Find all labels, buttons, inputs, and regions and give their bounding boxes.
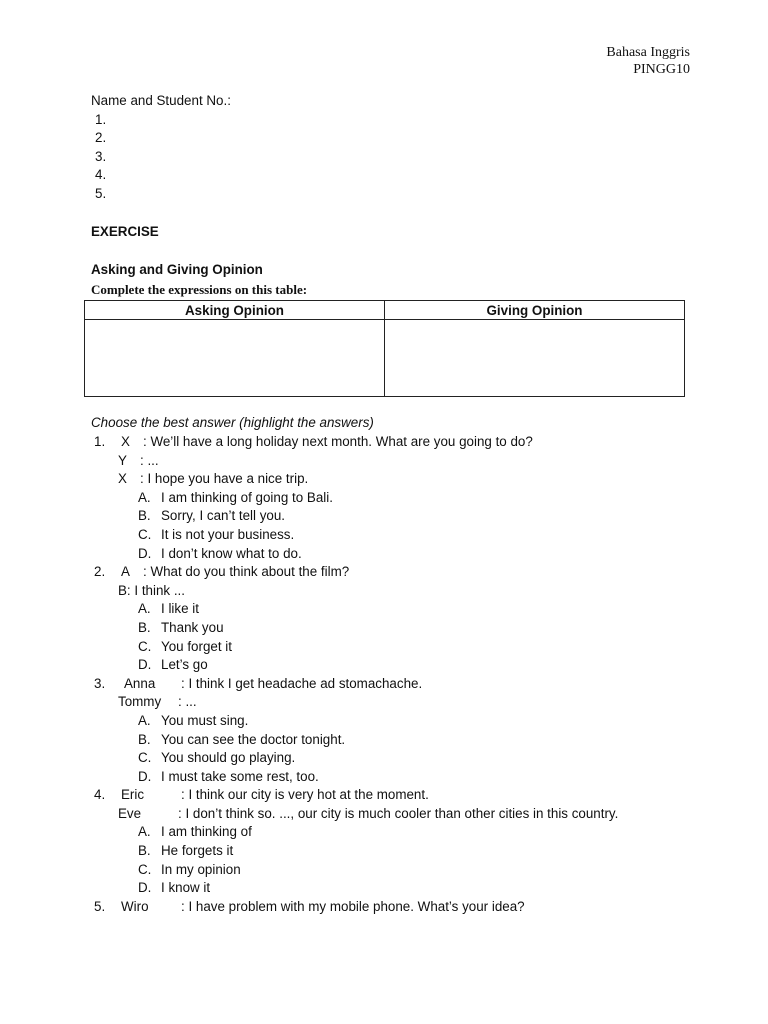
- q4-number: 4.: [94, 787, 106, 803]
- option-text: You must sing.: [161, 712, 249, 728]
- option-letter: A.: [138, 489, 151, 505]
- option-letter: A.: [138, 712, 151, 728]
- q2-speaker-a: A: [121, 564, 130, 580]
- asking-opinion-header: Asking Opinion: [85, 301, 385, 320]
- q3-option-b[interactable]: [91, 731, 618, 750]
- option-text: Thank you: [161, 619, 224, 635]
- name-line-2: 2.: [95, 130, 107, 146]
- q1-option-b[interactable]: [91, 507, 618, 526]
- q2-number: 2.: [94, 564, 106, 580]
- table-instruction: Complete the expressions on this table:: [91, 282, 308, 297]
- option-text: I must take some rest, too.: [161, 768, 319, 784]
- document-header: [606, 44, 690, 78]
- q5-text-1: : I have problem with my mobile phone. What’s your idea?: [181, 898, 525, 914]
- subject-label: Bahasa Inggris: [606, 45, 690, 60]
- q1-speaker-x2: X: [118, 471, 127, 487]
- q2-option-b[interactable]: [91, 619, 618, 638]
- q4-option-d[interactable]: [91, 879, 618, 898]
- course-code: PINGG10: [633, 62, 690, 77]
- q4-line-2: [91, 805, 618, 824]
- q1-line-1: [91, 433, 618, 452]
- option-letter: B.: [138, 731, 151, 747]
- q1-option-c[interactable]: [91, 526, 618, 545]
- q1-text-1: : We’ll have a long holiday next month. What are you going to do?: [143, 434, 533, 449]
- q3-option-c[interactable]: [91, 749, 618, 768]
- q1-text-3: : I hope you have a nice trip.: [140, 471, 309, 487]
- q2-line-2: B: I think ...: [118, 582, 185, 598]
- q5-speaker-wiro: Wiro: [121, 898, 149, 914]
- q3-text-2: : ...: [178, 694, 197, 710]
- q1-option-d[interactable]: [91, 545, 618, 564]
- option-letter: D.: [138, 880, 152, 896]
- q4-text-2: : I don’t think so. ..., our city is much cooler than other cities in this country.: [178, 805, 619, 821]
- name-line-4: 4.: [95, 167, 107, 183]
- option-text: Sorry, I can’t tell you.: [161, 508, 286, 524]
- choose-instruction: Choose the best answer (highlight the answers): [91, 415, 374, 430]
- option-letter: B.: [138, 619, 151, 635]
- opinion-table: [84, 300, 685, 397]
- q3-option-d[interactable]: [91, 768, 618, 787]
- option-text: I don’t know what to do.: [161, 545, 302, 561]
- name-section: [91, 92, 231, 204]
- option-text: He forgets it: [161, 843, 234, 859]
- q3-text-1: : I think I get headache ad stomachache.: [181, 675, 423, 691]
- option-letter: D.: [138, 545, 152, 561]
- q5-line-1: [91, 898, 618, 917]
- q2-option-d[interactable]: [91, 656, 618, 675]
- option-letter: C.: [138, 750, 152, 766]
- q3-option-a[interactable]: [91, 712, 618, 731]
- q3-number: 3.: [94, 675, 106, 691]
- q3-line-2: [91, 693, 618, 712]
- q1-line-3: [91, 470, 618, 489]
- option-letter: D.: [138, 768, 152, 784]
- q1-speaker-y: Y: [118, 452, 127, 468]
- section-title: Asking and Giving Opinion: [91, 262, 263, 277]
- option-text: I know it: [161, 880, 211, 896]
- q3-line-1: [91, 675, 618, 694]
- option-text: It is not your business.: [161, 526, 295, 542]
- option-letter: B.: [138, 843, 151, 859]
- q4-speaker-eve: Eve: [118, 805, 142, 821]
- option-text: You can see the doctor tonight.: [161, 731, 346, 747]
- q1-line-2: [91, 452, 618, 471]
- q4-text-1: : I think our city is very hot at the moment.: [181, 787, 429, 803]
- option-text: Let’s go: [161, 657, 208, 673]
- q4-option-b[interactable]: [91, 842, 618, 861]
- q4-option-a[interactable]: [91, 823, 618, 842]
- name-line-5: 5.: [95, 185, 107, 201]
- option-letter: A.: [138, 601, 151, 617]
- q2-line-1: [91, 563, 618, 582]
- question-list: [91, 433, 618, 916]
- option-letter: C.: [138, 638, 152, 654]
- q1-option-a[interactable]: [91, 489, 618, 508]
- name-label: Name and Student No.:: [91, 93, 231, 108]
- asking-opinion-cell[interactable]: [85, 320, 385, 397]
- q1-text-2: : ...: [140, 452, 159, 468]
- q3-speaker-tommy: Tommy: [118, 694, 162, 710]
- q2-option-a[interactable]: [91, 600, 618, 619]
- name-line-3: 3.: [95, 148, 107, 164]
- option-text: I am thinking of going to Bali.: [161, 489, 333, 505]
- q4-speaker-eric: Eric: [121, 787, 145, 803]
- name-line-1: 1.: [95, 111, 107, 127]
- q4-option-c[interactable]: [91, 861, 618, 880]
- option-text: You should go playing.: [161, 750, 296, 766]
- option-text: You forget it: [161, 638, 232, 654]
- exercise-title: EXERCISE: [91, 224, 159, 239]
- option-letter: A.: [138, 824, 151, 840]
- q2-option-c[interactable]: [91, 638, 618, 657]
- q3-speaker-anna: Anna: [124, 675, 156, 691]
- q4-line-1: [91, 786, 618, 805]
- option-letter: D.: [138, 657, 152, 673]
- option-letter: C.: [138, 526, 152, 542]
- option-text: I am thinking of: [161, 824, 252, 840]
- q1-speaker-x: X: [121, 434, 130, 449]
- q5-number: 5.: [94, 898, 106, 914]
- option-text: I like it: [161, 601, 199, 617]
- q1-number: 1.: [94, 434, 106, 449]
- option-letter: C.: [138, 861, 152, 877]
- option-text: In my opinion: [161, 861, 241, 877]
- q2-text-1: : What do you think about the film?: [143, 564, 350, 580]
- option-letter: B.: [138, 508, 151, 524]
- giving-opinion-cell[interactable]: [385, 320, 685, 397]
- giving-opinion-header: Giving Opinion: [385, 301, 685, 320]
